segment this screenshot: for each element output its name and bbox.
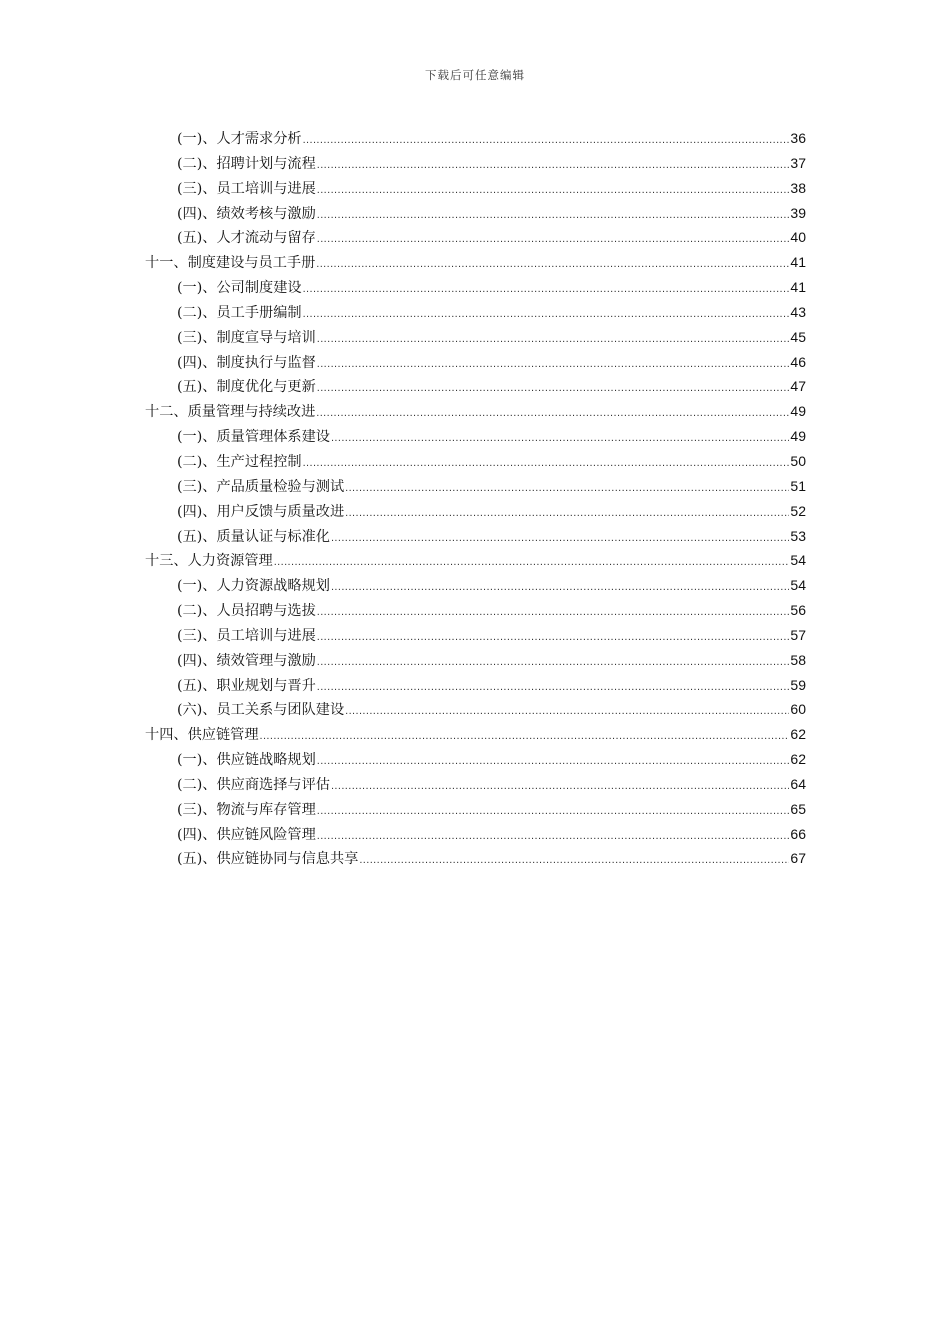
toc-dot-leader (317, 749, 790, 774)
toc-entry-label: 十三、人力资源管理 (145, 553, 273, 570)
toc-page-number: 40 (790, 229, 806, 246)
toc-section-entry[interactable] (145, 673, 806, 698)
toc-page-number: 49 (790, 428, 806, 445)
toc-section-entry[interactable] (145, 126, 806, 151)
toc-dot-leader (317, 227, 790, 252)
toc-section-entry[interactable] (145, 275, 806, 300)
toc-section-entry[interactable] (145, 474, 806, 499)
toc-dot-leader (331, 774, 789, 799)
toc-dot-leader (303, 128, 790, 153)
toc-entry-label: (五)、质量认证与标准化 (177, 528, 330, 545)
toc-dot-leader (317, 327, 790, 352)
toc-dot-leader (317, 203, 790, 228)
toc-section-entry[interactable] (145, 573, 806, 598)
toc-section-entry[interactable] (145, 747, 806, 772)
toc-entry-label: 十一、制度建设与员工手册 (145, 255, 316, 272)
toc-dot-leader (331, 526, 789, 551)
toc-section-entry[interactable] (145, 449, 806, 474)
toc-page-number: 66 (790, 825, 806, 842)
toc-entry-label: (三)、员工培训与进展 (177, 627, 316, 644)
toc-page-number: 41 (790, 254, 806, 271)
toc-entry-label: (三)、员工培训与进展 (177, 180, 316, 197)
toc-page-number: 64 (790, 775, 806, 792)
toc-entry-label: (二)、生产过程控制 (177, 453, 302, 470)
toc-page-number: 62 (790, 751, 806, 768)
toc-entry-label: (一)、供应链战略规划 (177, 752, 316, 769)
toc-page-number: 36 (790, 130, 806, 146)
toc-dot-leader (317, 153, 790, 178)
toc-section-entry[interactable] (145, 325, 806, 350)
toc-dot-leader (317, 600, 790, 625)
toc-page-number: 54 (790, 577, 806, 594)
toc-entry-label: (三)、物流与库存管理 (177, 801, 316, 818)
toc-page-number: 39 (790, 204, 806, 221)
toc-entry-label: (一)、人力资源战略规划 (177, 578, 330, 595)
toc-dot-leader (303, 277, 790, 302)
toc-section-entry[interactable] (145, 350, 806, 375)
toc-section-entry[interactable] (145, 499, 806, 524)
toc-section-entry[interactable] (145, 822, 806, 847)
toc-page-number: 37 (790, 154, 806, 171)
toc-dot-leader (359, 848, 789, 873)
toc-section-entry[interactable] (145, 697, 806, 722)
toc-entry-label: 十四、供应链管理 (145, 727, 259, 744)
toc-section-entry[interactable] (145, 623, 806, 648)
toc-entry-label: (四)、绩效管理与激励 (177, 652, 316, 669)
toc-page-number: 51 (790, 477, 806, 494)
toc-entry-label: (五)、职业规划与晋升 (177, 677, 316, 694)
toc-dot-leader (345, 501, 789, 526)
toc-dot-leader (317, 650, 790, 675)
toc-dot-leader (331, 426, 789, 451)
toc-page-number: 47 (790, 378, 806, 395)
toc-dot-leader (316, 401, 789, 426)
toc-page-number: 52 (790, 502, 806, 519)
toc-page-number: 65 (790, 800, 806, 817)
toc-section-entry[interactable] (145, 598, 806, 623)
toc-dot-leader (331, 575, 789, 600)
toc-entry-label: (一)、公司制度建设 (177, 280, 302, 297)
toc-entry-label: 十二、质量管理与持续改进 (145, 404, 316, 421)
toc-entry-label: (四)、绩效考核与激励 (177, 205, 316, 222)
toc-chapter-entry[interactable] (145, 548, 806, 573)
toc-entry-label: (五)、供应链协同与信息共享 (177, 851, 359, 868)
toc-entry-label: (三)、制度宣导与培训 (177, 329, 316, 346)
toc-section-entry[interactable] (145, 151, 806, 176)
toc-entry-label: (二)、供应商选择与评估 (177, 776, 330, 793)
toc-page-number: 41 (790, 279, 806, 296)
toc-entry-label: (一)、质量管理体系建设 (177, 429, 330, 446)
toc-page-number: 62 (790, 726, 806, 743)
toc-entry-label: (二)、人员招聘与选拔 (177, 603, 316, 620)
toc-dot-leader (317, 675, 790, 700)
toc-page-number: 60 (790, 701, 806, 718)
toc-dot-leader (317, 178, 790, 203)
page-header: 下载后可任意编辑 (425, 68, 525, 82)
toc-dot-leader (303, 302, 790, 327)
toc-section-entry[interactable] (145, 225, 806, 250)
toc-entry-label: (五)、人才流动与留存 (177, 230, 316, 247)
toc-dot-leader (317, 376, 790, 401)
toc-page-number: 53 (790, 527, 806, 544)
toc-dot-leader (317, 824, 790, 849)
toc-section-entry[interactable] (145, 374, 806, 399)
toc-page-number: 38 (790, 179, 806, 196)
toc-dot-leader (345, 476, 789, 501)
toc-dot-leader (260, 724, 790, 749)
toc-section-entry[interactable] (145, 176, 806, 201)
toc-entry-label: (六)、员工关系与团队建设 (177, 702, 345, 719)
toc-page-number: 59 (790, 676, 806, 693)
toc-entry-label: (四)、制度执行与监督 (177, 354, 316, 371)
toc-dot-leader (317, 799, 790, 824)
toc-dot-leader (317, 625, 790, 650)
toc-entry-label: (二)、员工手册编制 (177, 304, 302, 321)
toc-section-entry[interactable] (145, 648, 806, 673)
toc-chapter-entry[interactable] (145, 250, 806, 275)
toc-entry-label: (三)、产品质量检验与测试 (177, 478, 345, 495)
toc-section-entry[interactable] (145, 300, 806, 325)
toc-chapter-entry[interactable] (145, 399, 806, 424)
toc-page-number: 56 (790, 602, 806, 619)
toc-page-number: 67 (790, 850, 806, 867)
toc-dot-leader (274, 550, 790, 575)
toc-dot-leader (316, 252, 789, 277)
toc-entry-label: (四)、用户反馈与质量改进 (177, 503, 345, 520)
toc-entry-label: (五)、制度优化与更新 (177, 379, 316, 396)
toc-page-number: 45 (790, 328, 806, 345)
toc-entry-label: (四)、供应链风险管理 (177, 826, 316, 843)
toc-section-entry[interactable] (145, 424, 806, 449)
toc-page-number: 50 (790, 452, 806, 469)
toc-dot-leader (317, 352, 790, 377)
toc-page-number: 57 (790, 626, 806, 643)
toc-dot-leader (345, 699, 789, 724)
toc-page-number: 54 (790, 552, 806, 569)
toc-page-number: 46 (790, 353, 806, 370)
toc-section-entry[interactable] (145, 797, 806, 822)
toc-page-number: 43 (790, 303, 806, 320)
toc-section-entry[interactable] (145, 846, 806, 871)
toc-section-entry[interactable] (145, 201, 806, 226)
table-of-contents (145, 126, 806, 871)
toc-dot-leader (303, 451, 790, 476)
toc-entry-label: (一)、人才需求分析 (177, 131, 302, 147)
toc-entry-label: (二)、招聘计划与流程 (177, 155, 316, 172)
toc-page-number: 58 (790, 651, 806, 668)
toc-chapter-entry[interactable] (145, 722, 806, 747)
toc-page-number: 49 (790, 403, 806, 420)
toc-section-entry[interactable] (145, 524, 806, 549)
toc-section-entry[interactable] (145, 772, 806, 797)
